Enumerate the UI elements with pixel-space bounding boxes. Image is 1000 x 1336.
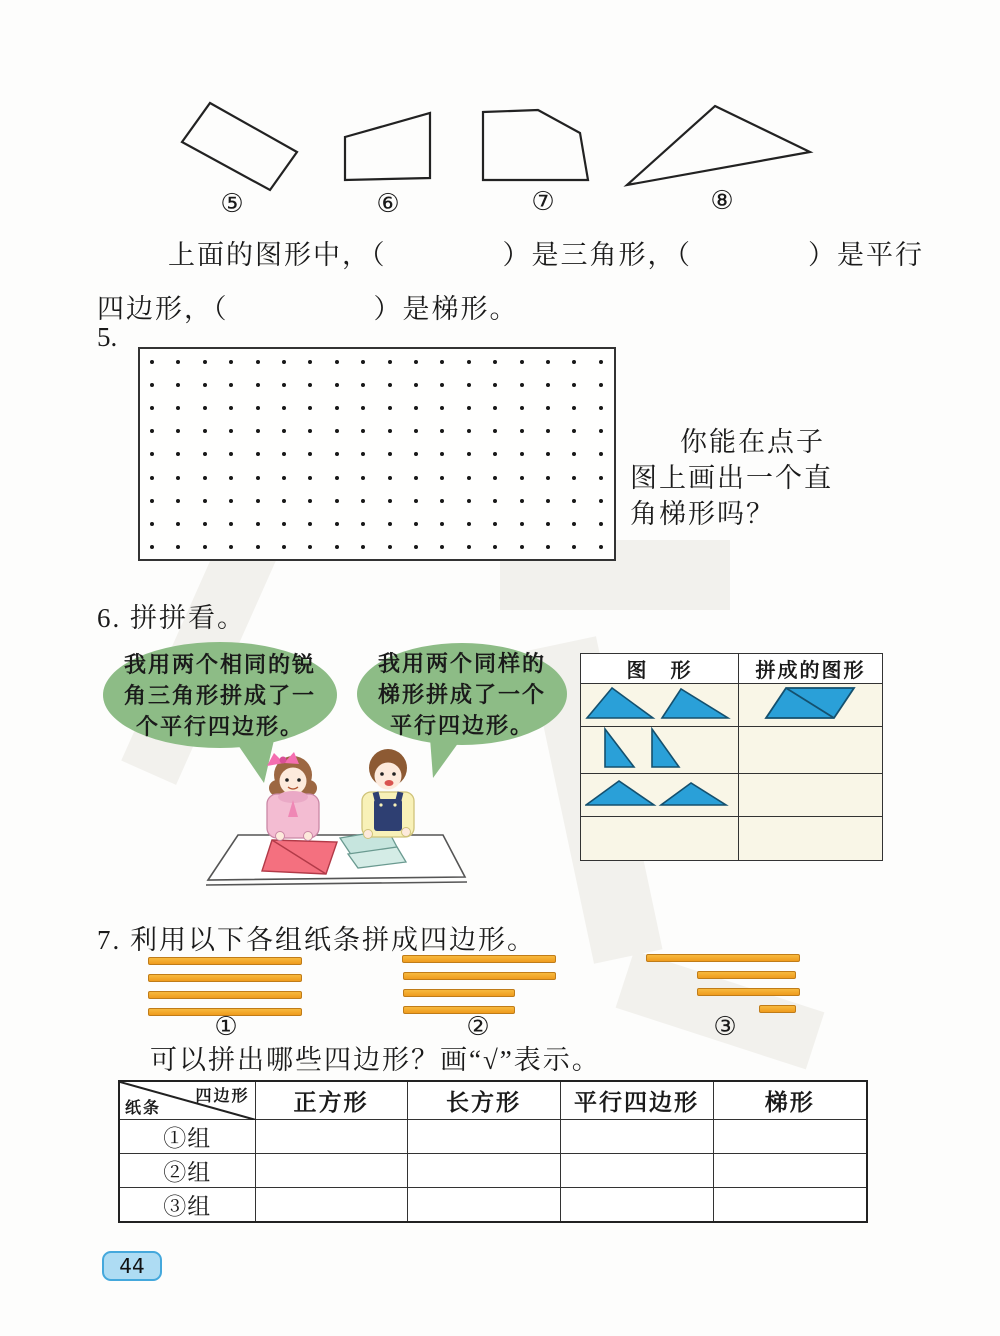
grid-dot [572, 545, 576, 549]
grid-dot [203, 545, 207, 549]
paper-strip [148, 974, 302, 982]
grid-dot [599, 406, 603, 410]
grid-dot [308, 360, 312, 364]
q6-row2-answer-cell [739, 727, 883, 774]
grid-dot [388, 545, 392, 549]
grid-dot [599, 545, 603, 549]
grid-dot [388, 429, 392, 433]
q6-row2-shapes-cell [581, 727, 739, 774]
boy-hand [364, 830, 373, 839]
grid-dot [440, 429, 444, 433]
grid-dot [493, 452, 497, 456]
boy-hand [402, 828, 411, 837]
grid-dot [361, 383, 365, 387]
paper-strip [697, 988, 800, 996]
grid-dot [282, 499, 286, 503]
q7-answer-cell [713, 1119, 867, 1153]
speech-bubble-left-text: 我用两个相同的锐 角三角形拼成了一 个平行四边形。 [123, 651, 316, 739]
shape-label-8: ⑧ [710, 186, 734, 216]
q7-answer-cell [407, 1119, 560, 1153]
children-illustration [190, 735, 480, 890]
grid-dot [335, 499, 339, 503]
grid-dot [440, 476, 444, 480]
grid-dot [388, 360, 392, 364]
two-right-triangles [601, 727, 721, 768]
q5-side-line: 角梯形吗？ [630, 499, 775, 529]
grid-dot [599, 383, 603, 387]
corner-label-strips: 纸条 [125, 1099, 162, 1117]
grid-dot [335, 476, 339, 480]
girl-face [280, 768, 307, 795]
grid-dot [361, 360, 365, 364]
grid-dot [467, 452, 471, 456]
grid-dot [467, 499, 471, 503]
shape-label-6: ⑥ [376, 189, 400, 219]
grid-dot [150, 545, 154, 549]
grid-dot [229, 406, 233, 410]
q7-row-group2-label: ②组 [119, 1153, 255, 1187]
q7-answer-cell [713, 1187, 867, 1222]
grid-dot [203, 406, 207, 410]
grid-dot [282, 360, 286, 364]
grid-dot [493, 429, 497, 433]
quadrilateral-shapes-figure [0, 0, 1000, 230]
grid-dot [282, 406, 286, 410]
grid-dot [308, 406, 312, 410]
shape-6-trapezoid [345, 113, 430, 180]
grid-dot [256, 499, 260, 503]
grid-dot [467, 383, 471, 387]
q6-col-header-assembled: 拼成的图形 [739, 654, 883, 684]
paper-strip [697, 971, 796, 979]
grid-dot [176, 406, 180, 410]
grid-dot [176, 360, 180, 364]
grid-dot [229, 545, 233, 549]
q6-row1-shapes-cell [581, 684, 739, 727]
q5-number: 5. [97, 322, 118, 352]
grid-dot [361, 499, 365, 503]
grid-dot [520, 452, 524, 456]
grid-dot [520, 522, 524, 526]
grid-dot [599, 429, 603, 433]
grid-dot [599, 476, 603, 480]
grid-dot [414, 522, 418, 526]
dot-grid [138, 347, 616, 561]
q4-text-line1: 上面的图形中，（ ）是三角形，（ ）是平行 [168, 240, 924, 270]
grid-dot [388, 499, 392, 503]
grid-dot [229, 522, 233, 526]
grid-dot [520, 383, 524, 387]
q6-title: 6. 拼拼看。 [97, 603, 246, 633]
q7-prompt: 可以拼出哪些四边形？画“√”表示。 [150, 1045, 601, 1075]
grid-dot [572, 383, 576, 387]
grid-dot [467, 406, 471, 410]
q7-answer-cell [560, 1119, 713, 1153]
grid-dot [440, 545, 444, 549]
grid-dot [388, 522, 392, 526]
grid-dot [546, 406, 550, 410]
grid-dot [546, 452, 550, 456]
grid-dot [335, 545, 339, 549]
q7-row-group3-label: ③组 [119, 1187, 255, 1222]
grid-dot [520, 406, 524, 410]
q7-col-square: 正方形 [255, 1081, 407, 1119]
grid-dot [308, 452, 312, 456]
shape-label-7: ⑦ [531, 187, 555, 217]
group-label-1: ① [214, 1012, 238, 1042]
grid-dot [440, 360, 444, 364]
grid-dot [414, 499, 418, 503]
grid-dot [203, 499, 207, 503]
q7-answer-cell [255, 1187, 407, 1222]
grid-dot [308, 383, 312, 387]
q6-row3-answer-cell [739, 774, 883, 817]
q7-answer-cell [255, 1119, 407, 1153]
grid-dot [256, 545, 260, 549]
grid-dot [388, 383, 392, 387]
grid-dot [361, 545, 365, 549]
grid-dot [308, 545, 312, 549]
paper-strip [148, 991, 302, 999]
q6-row4-answer-cell [739, 817, 883, 861]
grid-dot [546, 360, 550, 364]
q5-side-line: 你能在点子 [680, 427, 825, 457]
girl-hand [276, 832, 285, 841]
paper-strip [402, 955, 556, 963]
grid-dot [572, 360, 576, 364]
q7-title: 7. 利用以下各组纸条拼成四边形。 [97, 925, 536, 955]
q6-col-header-shape: 图 形 [581, 654, 739, 684]
grid-dot [493, 406, 497, 410]
grid-dot [493, 522, 497, 526]
grid-dot [440, 452, 444, 456]
paper-strip [403, 989, 515, 997]
grid-dot [361, 522, 365, 526]
q7-answer-cell [255, 1153, 407, 1187]
grid-dot [335, 452, 339, 456]
grid-dot [546, 522, 550, 526]
grid-dot [256, 452, 260, 456]
grid-dot [176, 545, 180, 549]
grid-dot [361, 476, 365, 480]
grid-dot [176, 522, 180, 526]
paper-strip [148, 957, 302, 965]
grid-dot [572, 476, 576, 480]
grid-dot [440, 522, 444, 526]
grid-dot [203, 476, 207, 480]
grid-dot [493, 499, 497, 503]
grid-dot [467, 545, 471, 549]
grid-dot [440, 499, 444, 503]
grid-dot [546, 429, 550, 433]
q6-row1-answer-cell [739, 684, 883, 727]
grid-dot [520, 429, 524, 433]
grid-dot [572, 522, 576, 526]
grid-dot [176, 383, 180, 387]
grid-dot [229, 360, 233, 364]
grid-dot [176, 476, 180, 480]
grid-dot [361, 429, 365, 433]
grid-dot [203, 383, 207, 387]
grid-dot [308, 499, 312, 503]
grid-dot [256, 522, 260, 526]
q6-row4-shapes-cell [581, 817, 739, 861]
grid-dot [150, 522, 154, 526]
grid-dot [388, 452, 392, 456]
grid-dot [546, 476, 550, 480]
shape-label-5: ⑤ [220, 189, 244, 219]
paper-strip [759, 1005, 796, 1013]
grid-dot [520, 499, 524, 503]
grid-dot [256, 360, 260, 364]
q7-answer-cell [560, 1187, 713, 1222]
two-acute-triangles [585, 685, 735, 721]
q7-answer-cell [713, 1153, 867, 1187]
q7-col-rectangle: 长方形 [407, 1081, 560, 1119]
grid-dot [203, 360, 207, 364]
grid-dot [414, 383, 418, 387]
grid-dot [520, 476, 524, 480]
group-label-3: ③ [713, 1012, 737, 1042]
grid-dot [282, 383, 286, 387]
grid-dot [546, 545, 550, 549]
grid-dot [493, 360, 497, 364]
q7-row-group1-label: ①组 [119, 1119, 255, 1153]
girl-hand [304, 832, 313, 841]
grid-dot [467, 476, 471, 480]
grid-dot [388, 476, 392, 480]
q7-answer-table [118, 1080, 868, 1223]
grid-dot [308, 429, 312, 433]
grid-dot [388, 406, 392, 410]
q7-answer-cell [560, 1153, 713, 1187]
grid-dot [414, 360, 418, 364]
grid-dot [150, 383, 154, 387]
grid-dot [414, 406, 418, 410]
grid-dot [308, 476, 312, 480]
grid-dot [335, 383, 339, 387]
grid-dot [361, 452, 365, 456]
grid-dot [203, 429, 207, 433]
grid-dot [282, 429, 286, 433]
page-number: 44 [119, 1254, 145, 1278]
grid-dot [599, 452, 603, 456]
grid-dot [572, 406, 576, 410]
grid-dot [282, 522, 286, 526]
grid-dot [229, 476, 233, 480]
page-number-badge [102, 1251, 162, 1281]
grid-dot [256, 476, 260, 480]
paper-strip [646, 954, 800, 962]
q7-col-trapezoid: 梯形 [713, 1081, 867, 1119]
grid-dot [493, 383, 497, 387]
grid-dot [335, 360, 339, 364]
grid-dot [256, 429, 260, 433]
grid-dot [440, 406, 444, 410]
assembled-parallelogram [746, 685, 876, 721]
grid-dot [229, 383, 233, 387]
grid-dot [572, 452, 576, 456]
two-obtuse-triangles [585, 778, 735, 808]
group-label-2: ② [466, 1012, 490, 1042]
grid-dot [176, 429, 180, 433]
grid-dot [282, 452, 286, 456]
shape-5-parallelogram [182, 103, 297, 190]
grid-dot [176, 499, 180, 503]
q4-text-line2: 四边形，（ ）是梯形。 [97, 294, 519, 324]
q7-answer-cell [407, 1153, 560, 1187]
grid-dot [599, 522, 603, 526]
grid-dot [150, 452, 154, 456]
grid-dot [256, 383, 260, 387]
grid-dot [546, 383, 550, 387]
grid-dot [150, 360, 154, 364]
boy-mouth [385, 780, 394, 786]
corner-label-quadrilateral: 四边形 [195, 1088, 250, 1105]
grid-dot [361, 406, 365, 410]
grid-dot [203, 452, 207, 456]
grid-dot [493, 545, 497, 549]
grid-dot [282, 545, 286, 549]
grid-dot [493, 476, 497, 480]
grid-dot [229, 429, 233, 433]
q7-answer-cell [407, 1187, 560, 1222]
grid-dot [572, 499, 576, 503]
grid-dot [414, 429, 418, 433]
q6-row3-shapes-cell [581, 774, 739, 817]
grid-dot [229, 499, 233, 503]
grid-dot [414, 476, 418, 480]
grid-dot [308, 522, 312, 526]
grid-dot [335, 522, 339, 526]
speech-bubble-right-text: 我用两个同样的 梯形拼成了一个 平行四边形。 [377, 650, 546, 738]
grid-dot [414, 452, 418, 456]
grid-dot [335, 429, 339, 433]
grid-dot [335, 406, 339, 410]
grid-dot [150, 476, 154, 480]
grid-dot [520, 360, 524, 364]
grid-dot [467, 429, 471, 433]
q7-corner-header [119, 1081, 255, 1119]
q5-side-text [630, 424, 880, 532]
grid-dot [546, 499, 550, 503]
grid-dot [467, 360, 471, 364]
grid-dot [520, 545, 524, 549]
grid-dot [467, 522, 471, 526]
grid-dot [203, 522, 207, 526]
grid-dot [282, 476, 286, 480]
grid-dot [229, 452, 233, 456]
paper-strip [403, 972, 556, 980]
grid-dot [150, 499, 154, 503]
grid-dot [599, 360, 603, 364]
q6-shapes-table [580, 653, 883, 861]
q7-col-parallelogram: 平行四边形 [560, 1081, 713, 1119]
shape-8-triangle [627, 106, 810, 185]
q5-side-line: 图上画出一个直 [630, 463, 833, 493]
paper-strip [403, 1006, 515, 1014]
shape-7-pentagon [483, 110, 588, 180]
grid-dot [150, 429, 154, 433]
grid-dot [440, 383, 444, 387]
grid-dot [150, 406, 154, 410]
grid-dot [599, 499, 603, 503]
grid-dot [572, 429, 576, 433]
grid-dot [176, 452, 180, 456]
grid-dot [414, 545, 418, 549]
grid-dot [256, 406, 260, 410]
